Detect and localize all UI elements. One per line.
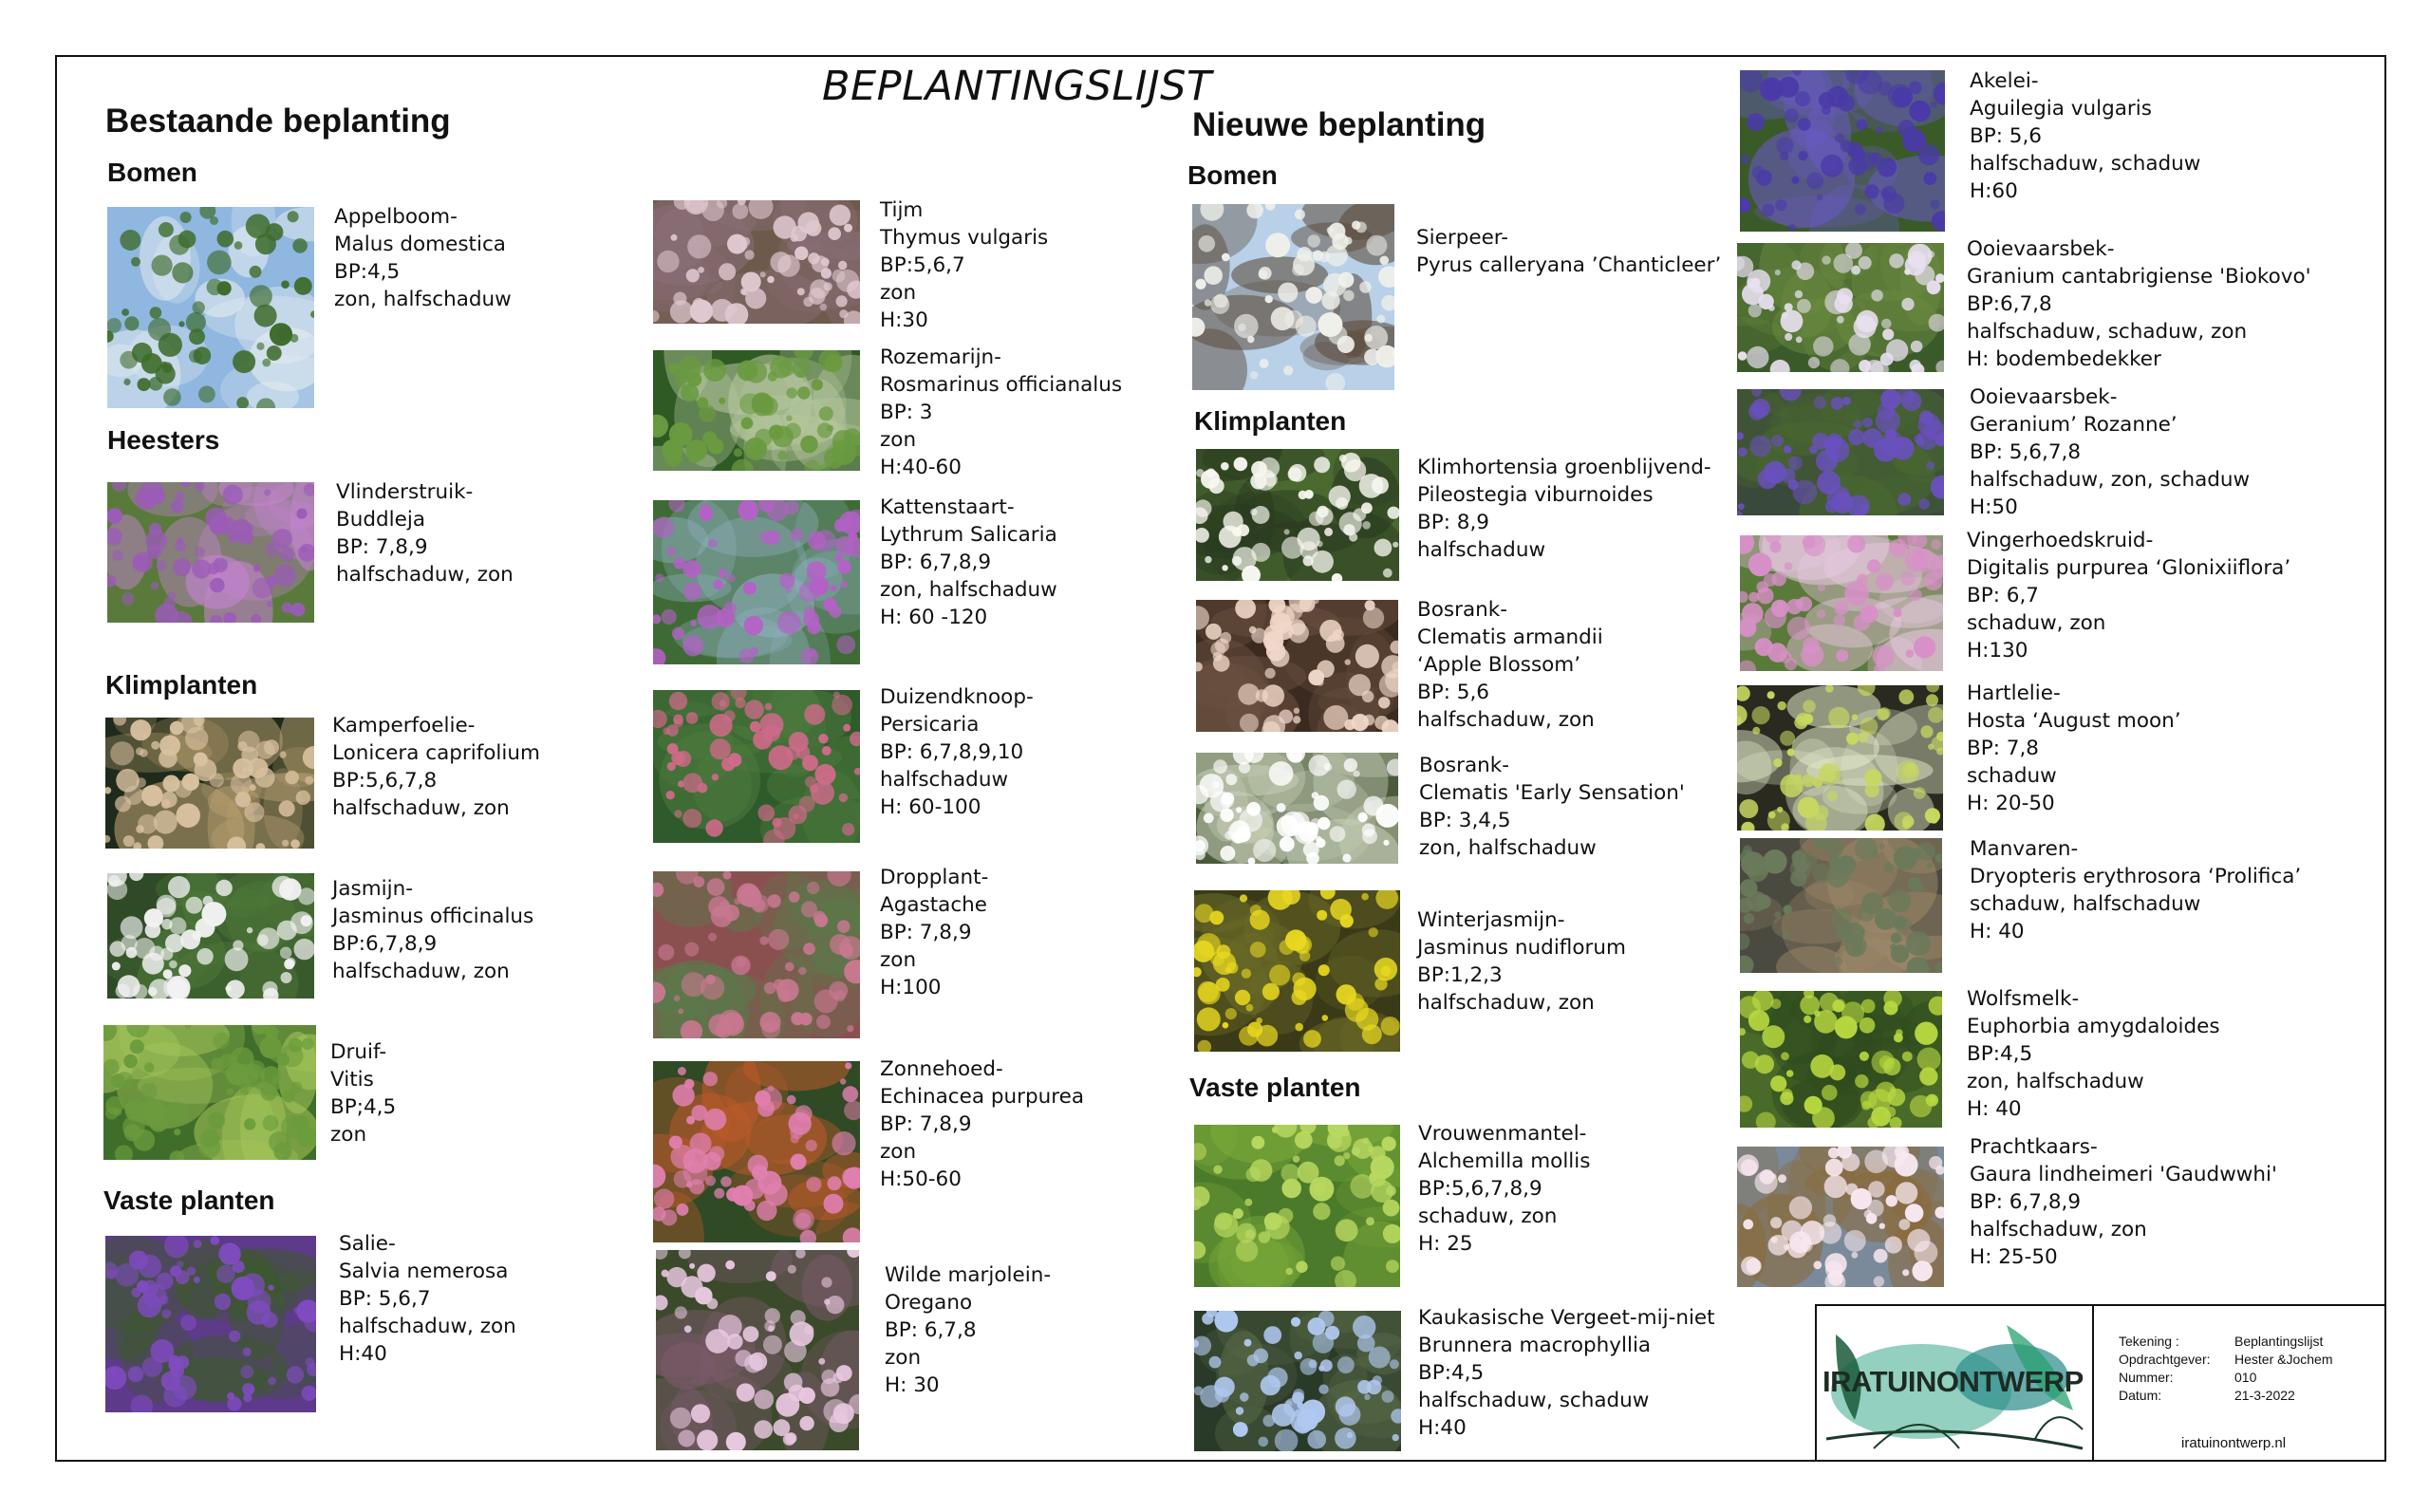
plant-info-line: Manvaren- [1970,837,2079,861]
plant-photo-thyme [653,200,860,324]
plant-info-line: H:30 [880,308,928,332]
plant-info-line: Ooievaarsbek- [1970,385,2118,409]
section-bomen-new: Bomen [1187,160,1278,190]
plant-info-line: zon [880,428,917,452]
plant-info-line: Kattenstaart- [880,495,1015,519]
plant-info-line: Malus domestica [334,233,506,256]
plant-photo-aquilegia [1740,70,1945,232]
plant-info-line: H: 40 [1970,920,2025,943]
plant-info-line: halfschaduw, zon [1417,708,1595,732]
plant-info-line: Geranium’ Rozanne’ [1970,413,2178,437]
plant-info-brunnera [1418,1304,1715,1442]
plant-info-line: schaduw, halfschaduw [1970,892,2201,916]
plant-info-line: BP: 5,6,7 [339,1287,431,1311]
plant-info-line: Rosmarinus officianalus [880,373,1123,397]
plant-photo-pyrus [1192,204,1394,390]
title-block-label: Datum: [2119,1388,2162,1403]
plant-info-line: zon [880,948,917,972]
plant-info-line: Clematis 'Early Sensation' [1419,781,1685,805]
plant-info-line: zon, halfschaduw [334,288,512,311]
plant-info-line: Clematis armandii [1417,625,1603,649]
plant-info-line: Agastache [880,893,988,917]
plant-info-apple-tree [334,203,512,313]
plant-info-line: Brunnera macrophyllia [1418,1334,1652,1357]
logo-text: IRATUINONTWERP [1822,1365,2084,1398]
plant-info-line: BP: 6,7 [1967,584,2039,607]
plant-info-line: Echinacea purpurea [880,1085,1085,1109]
plant-photo-alchemilla [1194,1125,1400,1287]
plant-info-line: zon [880,281,917,305]
plant-info-line: zon, halfschaduw [1967,1070,2144,1093]
plant-info-line: schaduw [1967,764,2057,788]
plant-photo-dryopteris [1740,838,1942,973]
plant-info-grape-vine [330,1038,396,1148]
plant-info-pyrus [1416,224,1721,279]
section-heesters-existing: Heesters [107,425,220,455]
plant-info-line: schaduw, zon [1418,1204,1558,1228]
plant-photo-brunnera [1194,1311,1401,1451]
plant-info-alchemilla [1418,1120,1590,1258]
plant-photo-hosta [1737,685,1943,831]
plant-info-line: H: 60-100 [880,795,981,819]
plant-photo-oregano [656,1250,859,1450]
plant-photo-apple-tree [107,207,314,408]
plant-info-line: Bosrank- [1417,598,1507,622]
plant-info-line: zon [880,1140,917,1164]
plant-photo-geranium-biokovo [1737,243,1944,372]
plant-info-line: Jasminus officinalus [332,905,534,928]
plant-photo-honeysuckle [105,718,314,849]
plant-info-line: Granium cantabrigiense 'Biokovo' [1967,265,2311,289]
title-block-value: 21-3-2022 [2234,1388,2295,1403]
plant-info-line: H: 25 [1418,1232,1473,1256]
plant-info-line: halfschaduw, zon [332,796,510,820]
plant-info-line: H: 20-50 [1967,792,2055,815]
plant-info-echinacea [880,1055,1084,1193]
plant-info-line: H:40-60 [880,456,962,479]
plant-info-line: H: 40 [1967,1097,2022,1121]
plant-info-clematis-armandii [1417,596,1603,734]
plant-photo-persicaria [653,690,860,843]
section-klimplanten-existing: Klimplanten [105,670,258,700]
plant-info-line: Wilde marjolein- [885,1263,1052,1287]
plant-info-gaura [1970,1133,2277,1271]
plant-info-pileostegia [1417,454,1711,564]
section-vaste-planten-existing: Vaste planten [103,1185,275,1215]
plant-info-line: Jasminus nudiflorum [1417,936,1626,960]
plant-info-line: Duizendknoop- [880,685,1034,709]
plant-info-line: Alchemilla mollis [1418,1149,1591,1173]
plant-info-line: Winterjasmijn- [1417,908,1565,932]
plant-info-line: H: 30 [885,1373,940,1397]
plant-info-line: BP: 3,4,5 [1419,809,1511,832]
plant-info-line: BP:4,5 [334,260,401,284]
plant-info-line: halfschaduw, zon [1417,991,1595,1015]
plant-info-line: halfschaduw [880,768,1009,792]
plant-info-line: ‘Apple Blossom’ [1417,653,1581,677]
plant-info-line: Hosta ‘August moon’ [1967,709,2181,733]
title-block-row [2119,1369,2332,1387]
plant-info-line: Klimhortensia groenblijvend- [1417,456,1711,479]
plant-info-line: Pyrus calleryana ’Chanticleer’ [1416,253,1722,277]
plant-info-line: BP:1,2,3 [1417,963,1503,987]
plant-info-line: Pileostegia viburnoides [1417,483,1654,507]
plant-info-line: H:130 [1967,639,2028,663]
plant-info-line: BP: 7,8,9 [880,1112,972,1136]
plant-info-line: Prachtkaars- [1970,1135,2098,1159]
plant-info-line: BP: 6,7,8 [885,1318,977,1342]
plant-info-line: Buddleja [336,508,426,532]
plant-info-agastache [880,864,988,1001]
plant-info-line: BP: 6,7,8,9 [1970,1190,2082,1214]
plant-info-line: halfschaduw, zon [332,960,510,983]
plant-info-line: zon, halfschaduw [1419,836,1597,860]
title-block-value: Beplantingslijst [2234,1334,2324,1349]
plant-info-line: H:40 [1418,1416,1467,1440]
section-klimplanten-new: Klimplanten [1194,406,1347,436]
plant-info-geranium-rozanne [1970,383,2250,521]
plant-info-line: Sierpeer- [1416,226,1509,250]
plant-info-line: BP:6,7,8,9 [332,932,438,956]
plant-info-oregano [885,1261,1051,1399]
plant-info-clematis-early-sensation [1419,752,1685,862]
plant-info-line: BP: 5,6,7,8 [1970,440,2082,464]
plant-info-line: Hartlelie- [1967,681,2061,705]
existing-heading: Bestaande beplanting [105,103,451,140]
plant-info-persicaria [880,683,1034,821]
plant-info-rosemary [880,344,1122,481]
plant-photo-digitalis [1740,535,1943,671]
plant-info-line: BP:5,6,7,8 [332,769,438,793]
plant-photo-echinacea [653,1061,860,1242]
plant-info-line: BP:5,6,7 [880,253,965,277]
plant-photo-agastache [653,871,860,1038]
plant-info-line: Kaukasische Vergeet-mij-niet [1418,1306,1715,1330]
plant-photo-euphorbia [1740,991,1942,1128]
plant-info-line: Akelei- [1970,69,2039,93]
section-bomen-existing: Bomen [107,158,197,187]
title-block-fields [2119,1333,2332,1405]
plant-info-aquilegia [1970,67,2200,205]
title-block-label: Nummer: [2119,1370,2174,1385]
plant-info-line: Dryopteris erythrosora ‘Prolifica’ [1970,865,2302,888]
plant-info-line: BP;4,5 [330,1095,397,1119]
section-vaste-planten-new: Vaste planten [1189,1073,1361,1102]
plant-photo-pileostegia [1196,449,1399,581]
plant-info-line: zon [330,1123,367,1147]
title-block-label: Opdrachtgever: [2119,1352,2211,1367]
plant-info-salvia [339,1230,516,1368]
plant-info-line: BP: 5,6 [1417,681,1489,704]
plant-info-line: halfschaduw, zon [339,1315,516,1338]
plant-info-line: BP: 6,7,8,9 [880,551,992,574]
plant-info-line: BP: 6,7,8,9,10 [880,740,1024,764]
plant-info-euphorbia [1967,985,2220,1123]
title-block-row [2119,1351,2332,1369]
plant-info-digitalis [1967,527,2290,664]
plant-info-line: Wolfsmelk- [1967,987,2080,1011]
plant-info-line: halfschaduw, schaduw, zon [1967,320,2248,344]
plant-info-line: halfschaduw, zon, schaduw [1970,468,2251,492]
plant-info-line: H:50-60 [880,1167,962,1191]
plant-info-line: halfschaduw, zon [1970,1218,2147,1241]
plant-info-lythrum [880,494,1057,631]
title-block-divider [2092,1306,2094,1462]
plant-info-line: BP: 8,9 [1417,511,1489,534]
plant-info-line: Rozemarijn- [880,345,1001,369]
plant-info-line: Lythrum Salicaria [880,523,1057,547]
plant-info-line: Vitis [330,1068,374,1092]
plant-info-line: Aguilegia vulgaris [1970,97,2152,121]
plant-photo-rosemary [653,350,860,471]
plant-info-line: BP:5,6,7,8,9 [1418,1177,1542,1201]
plant-info-thyme [880,196,1048,334]
title-block-value: 010 [2234,1370,2257,1385]
plant-info-line: BP:4,5 [1418,1361,1485,1385]
plant-photo-lythrum [653,500,860,664]
plant-info-line: BP: 3 [880,401,933,424]
plant-info-line: Salie- [339,1232,396,1256]
title-block [1815,1304,2386,1462]
plant-info-line: Ooievaarsbek- [1967,237,2115,261]
plant-photo-clematis-early-sensation [1196,753,1398,864]
plant-info-line: Lonicera caprifolium [332,741,540,765]
plant-info-hosta [1967,680,2181,817]
plant-info-line: Tijm [880,198,924,222]
plant-info-line: halfschaduw, schaduw [1970,152,2201,176]
plant-info-line: H: bodembedekker [1967,347,2161,371]
plant-info-line: Kamperfoelie- [332,714,476,737]
title-block-label: Tekening : [2119,1334,2179,1349]
plant-info-winter-jasmine [1417,906,1626,1017]
plant-photo-geranium-rozanne [1737,389,1944,515]
plant-info-line: H:50 [1970,495,2018,519]
plant-info-honeysuckle [332,712,540,822]
plant-info-line: halfschaduw [1417,538,1546,562]
plant-info-line: halfschaduw, zon [336,563,514,587]
plant-info-line: Vlinderstruik- [336,480,474,504]
plant-info-line: Druif- [330,1040,387,1064]
plant-info-line: Gaura lindheimeri 'Gaudwwhi' [1970,1163,2277,1186]
plant-info-geranium-biokovo [1967,235,2311,373]
plant-info-line: H: 60 -120 [880,606,988,629]
plant-info-line: Salvia nemerosa [339,1260,509,1283]
website-text: iratuinontwerp.nl [2181,1435,2287,1451]
plant-info-line: Thymus vulgaris [880,226,1049,250]
plant-info-dryopteris [1970,835,2301,945]
plant-photo-gaura [1737,1147,1944,1287]
plant-photo-clematis-armandii [1196,600,1398,732]
plant-photo-grape-vine [103,1025,316,1160]
new-heading: Nieuwe beplanting [1192,106,1486,143]
plant-info-line: zon, halfschaduw [880,578,1057,602]
plant-info-line: H:40 [339,1342,387,1366]
plant-photo-winter-jasmine [1194,890,1400,1052]
plant-info-line: Bosrank- [1419,754,1509,777]
plant-info-line: H: 25-50 [1970,1245,2058,1269]
plant-info-line: Euphorbia amygdaloides [1967,1015,2220,1038]
title-block-value: Hester &Jochem [2234,1352,2333,1367]
plant-info-line: BP: 5,6 [1970,124,2042,148]
plant-info-line: Digitalis purpurea ‘Glonixiiflora’ [1967,556,2291,580]
plant-info-line: Oregano [885,1291,973,1315]
plant-info-buddleja [336,478,514,588]
plant-info-line: Vingerhoedskruid- [1967,529,2154,552]
plant-info-line: Zonnehoed- [880,1057,1003,1081]
plant-info-line: BP: 7,8,9 [880,921,972,944]
plant-info-line: BP:4,5 [1967,1042,2033,1066]
plant-info-line: schaduw, zon [1967,611,2106,635]
plant-info-line: Persicaria [880,713,980,737]
plant-info-line: BP:6,7,8 [1967,292,2052,316]
title-block-row [2119,1333,2332,1351]
plant-info-jasmine [332,875,533,985]
plant-info-line: Appelboom- [334,205,458,229]
plant-info-line: BP: 7,8 [1967,737,2039,760]
plant-info-line: Jasmijn- [332,877,413,901]
company-logo [1817,1306,2092,1462]
plant-info-line: Dropplant- [880,866,989,889]
plant-info-line: zon [885,1346,922,1370]
plant-info-line: H:60 [1970,179,2018,203]
plant-photo-salvia [105,1236,316,1412]
plant-info-line: H:100 [880,976,942,999]
plant-photo-buddleja [107,482,314,623]
page-title: BEPLANTINGSLIJST [822,63,1212,110]
plant-photo-jasmine [107,873,314,999]
plant-info-line: halfschaduw, schaduw [1418,1389,1650,1412]
plant-info-line: Vrouwenmantel- [1418,1122,1587,1146]
plant-info-line: BP: 7,8,9 [336,535,428,559]
title-block-row [2119,1387,2332,1405]
